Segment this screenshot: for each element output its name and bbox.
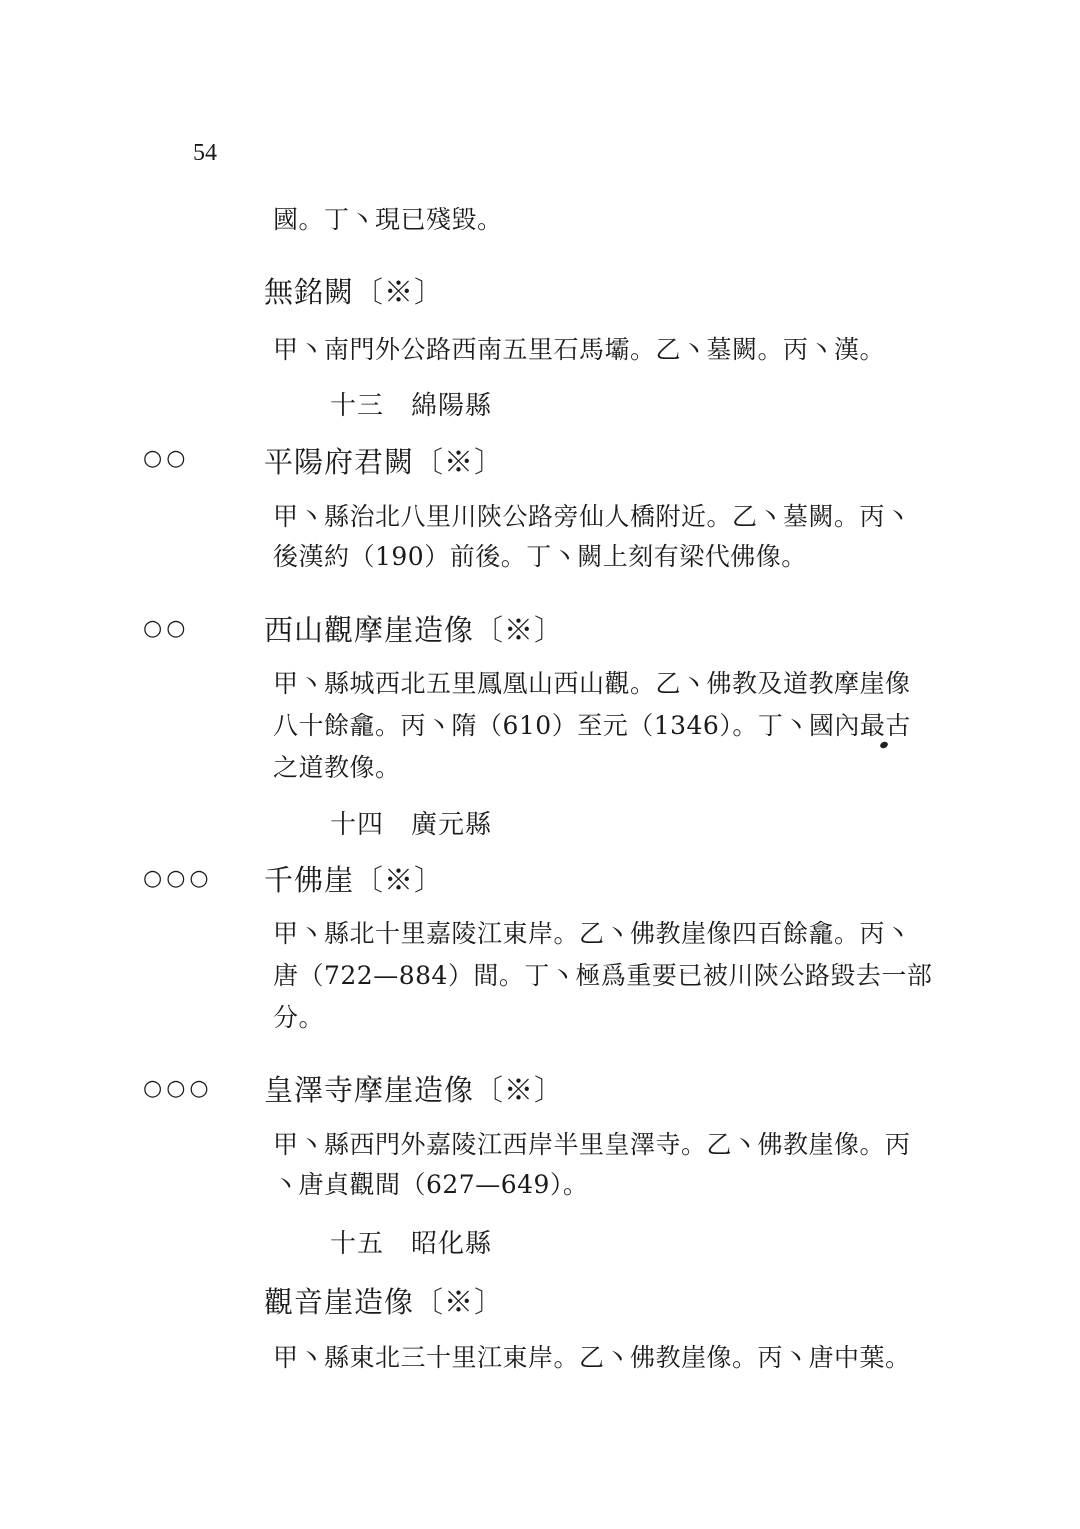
entry-description-line: 後漢約（190）前後。丁丶闕上刻有梁代佛像。 (273, 542, 807, 571)
section-heading: 十三 綿陽縣 (330, 391, 493, 421)
entry-title: 西山觀摩崖造像〔※〕 (264, 613, 565, 647)
entry-description-line: 八十餘龕。丙丶隋（610）至元（1346）。丁丶國內最古 (273, 711, 911, 740)
entry-description-line: 之道教像。 (273, 753, 401, 782)
entry-description-line: 甲丶南門外公路西南五里石馬壩。乙丶墓闕。丙丶漢。 (273, 335, 886, 364)
entry-description-line: 丶唐貞觀間（627—649）。 (273, 1170, 589, 1199)
page-number: 54 (193, 140, 217, 166)
entry-description-line: 甲丶縣城西北五里鳳凰山西山觀。乙丶佛教及道教摩崖像 (273, 669, 911, 698)
ink-smudge (879, 741, 889, 750)
importance-marks: ○○○ (143, 866, 213, 891)
entry-title: 千佛崖〔※〕 (264, 863, 445, 897)
entry-description-line: 分。 (273, 1003, 325, 1032)
continuation-text: 國。丁丶現已殘毀。 (273, 205, 503, 234)
importance-marks: ○○ (143, 446, 190, 471)
entry-title: 平陽府君闕〔※〕 (264, 445, 505, 479)
entry-title: 皇澤寺摩崖造像〔※〕 (264, 1073, 565, 1107)
entry-title: 觀音崖造像〔※〕 (264, 1285, 505, 1319)
importance-marks: ○○○ (143, 1076, 213, 1101)
entry-description-line: 甲丶縣治北八里川陝公路旁仙人橋附近。乙丶墓闕。丙丶 (273, 502, 911, 531)
entry-description-line: 唐（722—884）間。丁丶極爲重要已被川陝公路毀去一部 (273, 961, 933, 990)
section-heading: 十五 昭化縣 (330, 1229, 493, 1259)
entry-title: 無銘闕〔※〕 (264, 275, 445, 309)
importance-marks: ○○ (143, 616, 190, 641)
section-heading: 十四 廣元縣 (330, 810, 493, 840)
entry-description-line: 甲丶縣北十里嘉陵江東岸。乙丶佛教崖像四百餘龕。丙丶 (273, 919, 911, 948)
entry-description-line: 甲丶縣東北三十里江東岸。乙丶佛教崖像。丙丶唐中葉。 (273, 1343, 911, 1372)
entry-description-line: 甲丶縣西門外嘉陵江西岸半里皇澤寺。乙丶佛教崖像。丙 (273, 1130, 911, 1159)
